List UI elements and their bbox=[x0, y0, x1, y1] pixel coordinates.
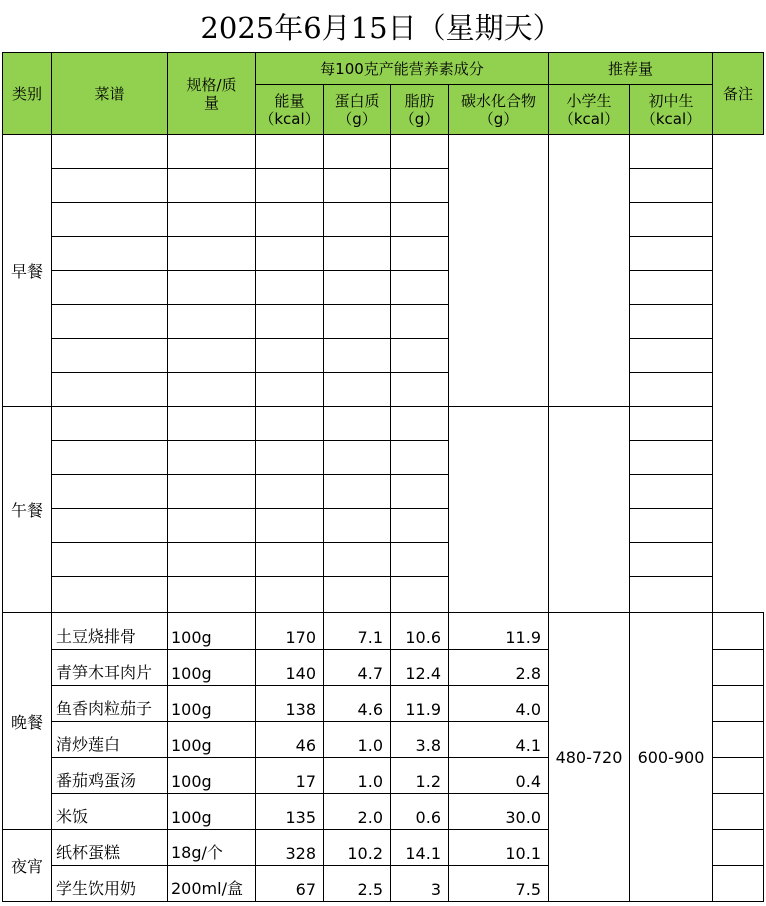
empty-cell bbox=[256, 305, 324, 339]
empty-cell bbox=[52, 339, 168, 373]
protein-value: 4.7 bbox=[324, 650, 391, 686]
fat-value: 10.6 bbox=[391, 613, 449, 650]
remarks-cell bbox=[713, 866, 764, 902]
dish-spec: 100g bbox=[168, 758, 256, 794]
fat-value: 0.6 bbox=[391, 794, 449, 830]
empty-cell bbox=[168, 169, 256, 203]
carbs-value: 7.5 bbox=[449, 866, 549, 902]
remarks-cell bbox=[713, 830, 764, 866]
meal-label-lunch: 午餐 bbox=[3, 407, 52, 613]
empty-cell bbox=[391, 475, 449, 509]
header-primary-label: 小学生 bbox=[566, 91, 612, 110]
empty-cell bbox=[52, 203, 168, 237]
remarks-cell bbox=[630, 237, 713, 271]
carbs-value: 2.8 bbox=[449, 650, 549, 686]
dish-spec: 100g bbox=[168, 650, 256, 686]
table-row bbox=[3, 509, 764, 543]
remarks-cell bbox=[630, 543, 713, 577]
empty-cell bbox=[168, 509, 256, 543]
empty-cell bbox=[256, 509, 324, 543]
empty-cell bbox=[391, 509, 449, 543]
dish-name: 番茄鸡蛋汤 bbox=[52, 758, 168, 794]
header-remarks: 备注 bbox=[713, 53, 764, 135]
meal-label-night: 夜宵 bbox=[3, 830, 52, 902]
meal-label-breakfast: 早餐 bbox=[3, 135, 52, 407]
empty-cell bbox=[391, 237, 449, 271]
fat-value: 11.9 bbox=[391, 686, 449, 722]
recommend-primary-cell bbox=[449, 135, 549, 407]
empty-cell bbox=[391, 577, 449, 613]
empty-cell bbox=[52, 135, 168, 169]
empty-cell bbox=[391, 407, 449, 441]
fat-value: 3.8 bbox=[391, 722, 449, 758]
empty-cell bbox=[391, 169, 449, 203]
fat-value: 14.1 bbox=[391, 830, 449, 866]
protein-value: 2.0 bbox=[324, 794, 391, 830]
empty-cell bbox=[324, 543, 391, 577]
nutrition-menu-table bbox=[2, 52, 764, 902]
remarks-cell bbox=[630, 203, 713, 237]
header-spec-line1: 规格/质 bbox=[186, 75, 237, 94]
empty-cell bbox=[168, 135, 256, 169]
table-row bbox=[3, 373, 764, 407]
remarks-cell bbox=[713, 686, 764, 722]
table-row bbox=[3, 475, 764, 509]
empty-cell bbox=[168, 577, 256, 613]
header-junior bbox=[630, 85, 713, 135]
remarks-cell bbox=[630, 305, 713, 339]
dish-name: 青笋木耳肉片 bbox=[52, 650, 168, 686]
empty-cell bbox=[324, 407, 391, 441]
energy-value: 170 bbox=[256, 613, 324, 650]
energy-value: 17 bbox=[256, 758, 324, 794]
empty-cell bbox=[324, 271, 391, 305]
energy-value: 67 bbox=[256, 866, 324, 902]
empty-cell bbox=[324, 577, 391, 613]
empty-cell bbox=[168, 543, 256, 577]
empty-cell bbox=[256, 441, 324, 475]
carbs-value: 4.0 bbox=[449, 686, 549, 722]
empty-cell bbox=[168, 237, 256, 271]
empty-cell bbox=[256, 135, 324, 169]
header-fat-label: 脂肪 bbox=[404, 91, 435, 110]
remarks-cell bbox=[713, 613, 764, 650]
recommend-junior-cell bbox=[549, 407, 630, 613]
empty-cell bbox=[256, 407, 324, 441]
header-fat-unit: （g） bbox=[399, 109, 440, 128]
table-row bbox=[3, 441, 764, 475]
empty-cell bbox=[256, 271, 324, 305]
dish-spec: 100g bbox=[168, 613, 256, 650]
empty-cell bbox=[256, 203, 324, 237]
empty-cell bbox=[324, 373, 391, 407]
carbs-value: 30.0 bbox=[449, 794, 549, 830]
empty-cell bbox=[52, 271, 168, 305]
empty-cell bbox=[52, 169, 168, 203]
dish-spec: 200ml/盒 bbox=[168, 866, 256, 902]
header-junior-label: 初中生 bbox=[648, 91, 694, 110]
remarks-cell bbox=[630, 169, 713, 203]
header-spec-line2: 量 bbox=[203, 93, 219, 112]
header-protein-unit: （g） bbox=[337, 109, 377, 128]
empty-cell bbox=[168, 271, 256, 305]
remarks-cell bbox=[630, 475, 713, 509]
empty-cell bbox=[391, 543, 449, 577]
table-row bbox=[3, 135, 764, 169]
table-row bbox=[3, 339, 764, 373]
empty-cell bbox=[52, 441, 168, 475]
energy-value: 46 bbox=[256, 722, 324, 758]
header-energy-unit: （kcal） bbox=[259, 109, 320, 128]
empty-cell bbox=[168, 305, 256, 339]
dish-name: 米饭 bbox=[52, 794, 168, 830]
header-category: 类别 bbox=[3, 53, 52, 135]
energy-value: 135 bbox=[256, 794, 324, 830]
empty-cell bbox=[391, 441, 449, 475]
remarks-cell bbox=[630, 135, 713, 169]
protein-value: 10.2 bbox=[324, 830, 391, 866]
recommend-primary-value: 480-720 bbox=[549, 613, 630, 902]
header-protein bbox=[324, 85, 391, 135]
header-fat bbox=[391, 85, 449, 135]
table-row bbox=[3, 305, 764, 339]
carbs-value: 10.1 bbox=[449, 830, 549, 866]
header-primary-unit: （kcal） bbox=[558, 109, 620, 128]
header-recommend-group: 推荐量 bbox=[549, 53, 713, 85]
recommend-primary-cell bbox=[449, 407, 549, 613]
protein-value: 2.5 bbox=[324, 866, 391, 902]
empty-cell bbox=[168, 475, 256, 509]
empty-cell bbox=[256, 237, 324, 271]
protein-value: 4.6 bbox=[324, 686, 391, 722]
remarks-cell bbox=[630, 339, 713, 373]
empty-cell bbox=[324, 135, 391, 169]
dish-name: 鱼香肉粒茄子 bbox=[52, 686, 168, 722]
header-energy-label: 能量 bbox=[274, 91, 305, 110]
empty-cell bbox=[256, 373, 324, 407]
meal-label-dinner: 晚餐 bbox=[3, 613, 52, 830]
header-carbs bbox=[449, 85, 549, 135]
empty-cell bbox=[52, 543, 168, 577]
table-row bbox=[3, 577, 764, 613]
header-protein-label: 蛋白质 bbox=[334, 91, 380, 110]
empty-cell bbox=[391, 373, 449, 407]
remarks-cell bbox=[713, 758, 764, 794]
protein-value: 1.0 bbox=[324, 722, 391, 758]
table-row bbox=[3, 271, 764, 305]
empty-cell bbox=[168, 339, 256, 373]
empty-cell bbox=[256, 475, 324, 509]
dish-spec: 100g bbox=[168, 722, 256, 758]
empty-cell bbox=[391, 305, 449, 339]
empty-cell bbox=[324, 339, 391, 373]
header-junior-unit: （kcal） bbox=[640, 109, 702, 128]
empty-cell bbox=[256, 169, 324, 203]
remarks-cell bbox=[630, 509, 713, 543]
header-carbs-unit: （g） bbox=[478, 109, 519, 128]
empty-cell bbox=[324, 237, 391, 271]
fat-value: 3 bbox=[391, 866, 449, 902]
empty-cell bbox=[52, 577, 168, 613]
table-row bbox=[3, 169, 764, 203]
dish-spec: 100g bbox=[168, 794, 256, 830]
dish-name: 土豆烧排骨 bbox=[52, 613, 168, 650]
energy-value: 328 bbox=[256, 830, 324, 866]
dish-name: 清炒莲白 bbox=[52, 722, 168, 758]
empty-cell bbox=[168, 441, 256, 475]
remarks-cell bbox=[713, 650, 764, 686]
empty-cell bbox=[324, 203, 391, 237]
table-row bbox=[3, 543, 764, 577]
remarks-cell bbox=[630, 373, 713, 407]
protein-value: 1.0 bbox=[324, 758, 391, 794]
dish-name: 纸杯蛋糕 bbox=[52, 830, 168, 866]
empty-cell bbox=[52, 305, 168, 339]
carbs-value: 4.1 bbox=[449, 722, 549, 758]
table-row bbox=[3, 613, 764, 650]
empty-cell bbox=[168, 373, 256, 407]
remarks-cell bbox=[630, 577, 713, 613]
empty-cell bbox=[391, 271, 449, 305]
page-title: 2025年6月15日（星期天） bbox=[200, 11, 562, 45]
table-row bbox=[3, 407, 764, 441]
fat-value: 12.4 bbox=[391, 650, 449, 686]
empty-cell bbox=[52, 475, 168, 509]
dish-name: 学生饮用奶 bbox=[52, 866, 168, 902]
protein-value: 7.1 bbox=[324, 613, 391, 650]
empty-cell bbox=[52, 509, 168, 543]
remarks-cell bbox=[630, 407, 713, 441]
dish-spec: 18g/个 bbox=[168, 830, 256, 866]
carbs-value: 11.9 bbox=[449, 613, 549, 650]
header-energy bbox=[256, 85, 324, 135]
header-dish: 菜谱 bbox=[52, 53, 168, 135]
empty-cell bbox=[391, 339, 449, 373]
empty-cell bbox=[52, 407, 168, 441]
empty-cell bbox=[391, 135, 449, 169]
table-row bbox=[3, 203, 764, 237]
empty-cell bbox=[324, 509, 391, 543]
table-row bbox=[3, 237, 764, 271]
header-carbs-label: 碳水化合物 bbox=[460, 91, 536, 110]
remarks-cell bbox=[713, 722, 764, 758]
empty-cell bbox=[324, 169, 391, 203]
empty-cell bbox=[168, 407, 256, 441]
header-nutrition-group: 每100克产能营养素成分 bbox=[256, 53, 549, 85]
recommend-junior-cell bbox=[549, 135, 630, 407]
empty-cell bbox=[52, 373, 168, 407]
remarks-cell bbox=[630, 441, 713, 475]
empty-cell bbox=[324, 475, 391, 509]
header-primary bbox=[549, 85, 630, 135]
remarks-cell bbox=[630, 271, 713, 305]
energy-value: 140 bbox=[256, 650, 324, 686]
empty-cell bbox=[256, 577, 324, 613]
remarks-cell bbox=[713, 794, 764, 830]
energy-value: 138 bbox=[256, 686, 324, 722]
empty-cell bbox=[324, 441, 391, 475]
header-spec bbox=[168, 53, 256, 135]
empty-cell bbox=[168, 203, 256, 237]
empty-cell bbox=[256, 339, 324, 373]
dish-spec: 100g bbox=[168, 686, 256, 722]
recommend-junior-value: 600-900 bbox=[630, 613, 713, 902]
empty-cell bbox=[391, 203, 449, 237]
fat-value: 1.2 bbox=[391, 758, 449, 794]
empty-cell bbox=[256, 543, 324, 577]
carbs-value: 0.4 bbox=[449, 758, 549, 794]
empty-cell bbox=[52, 237, 168, 271]
empty-cell bbox=[324, 305, 391, 339]
